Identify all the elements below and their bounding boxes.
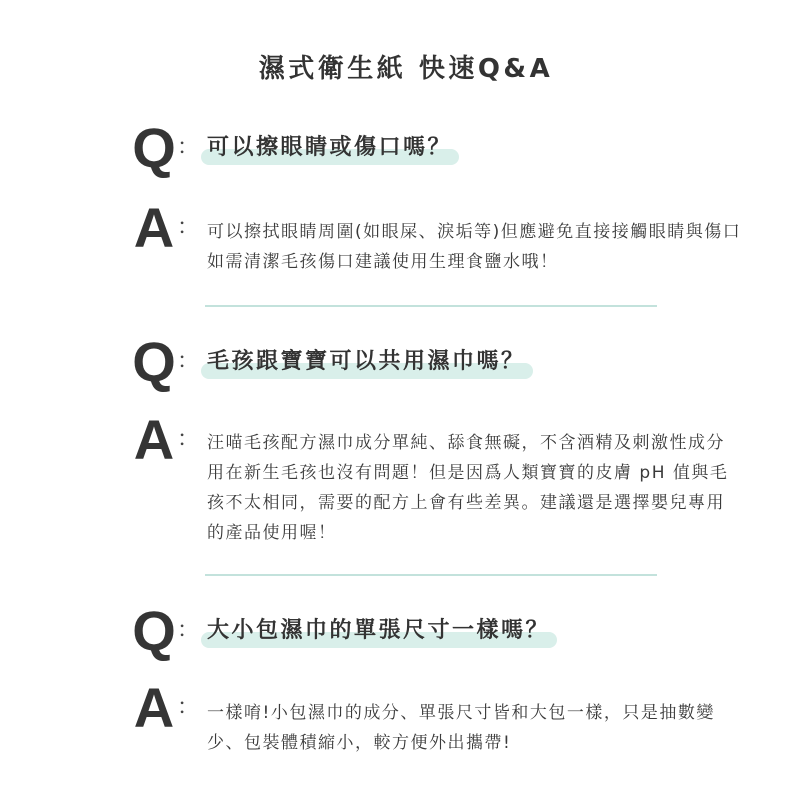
faq-question-row (0, 118, 812, 178)
answer-text (207, 217, 741, 277)
separator-colon: ： (177, 215, 200, 240)
answer-text (207, 698, 715, 758)
answer-text (207, 428, 728, 548)
answer-line: 一樣唷!小包濕巾的成分、單張尺寸皆和大包一樣，只是抽數變 (207, 703, 715, 723)
answer-line: 汪喵毛孩配方濕巾成分單純、舔食無礙，不含酒精及刺激性成分 (207, 433, 725, 453)
separator-colon: ： (177, 618, 200, 643)
answer-line: 的產品使用喔！ (207, 523, 337, 543)
q-label: Q (132, 330, 176, 393)
question-text: 毛孩跟寶寶可以共用濕巾嗎？ (203, 345, 531, 379)
q-label: Q (132, 116, 176, 179)
faq-question-row (0, 332, 812, 392)
answer-line: 孩不太相同，需要的配方上會有些差異。建議還是選擇嬰兒專用 (207, 493, 725, 513)
a-label: A (133, 676, 175, 739)
separator-colon: ： (177, 349, 200, 374)
page-title: 濕式衛生紙 快速Q&A (258, 54, 554, 84)
separator-colon: ： (177, 695, 200, 720)
answer-line: 可以擦拭眼睛周圍(如眼屎、淚垢等)但應避免直接接觸眼睛與傷口 (207, 222, 742, 242)
question-text: 可以擦眼睛或傷口嗎？ (203, 131, 457, 165)
answer-line: 如需清潔毛孩傷口建議使用生理食鹽水哦！ (207, 252, 559, 272)
q-label: Q (132, 599, 176, 662)
faq-question-row (0, 601, 812, 661)
a-label: A (133, 408, 175, 471)
section-divider (205, 305, 657, 307)
section-divider (205, 574, 657, 576)
question-text: 大小包濕巾的單張尺寸一樣嗎？ (203, 614, 555, 648)
separator-colon: ： (177, 427, 200, 452)
separator-colon: ： (177, 135, 200, 160)
answer-line: 少、包裝體積縮小，較方便外出攜帶! (207, 733, 512, 753)
answer-line: 用在新生毛孩也沒有問題！但是因爲人類寶寶的皮膚 pH 值與毛 (207, 463, 729, 483)
a-label: A (133, 196, 175, 259)
